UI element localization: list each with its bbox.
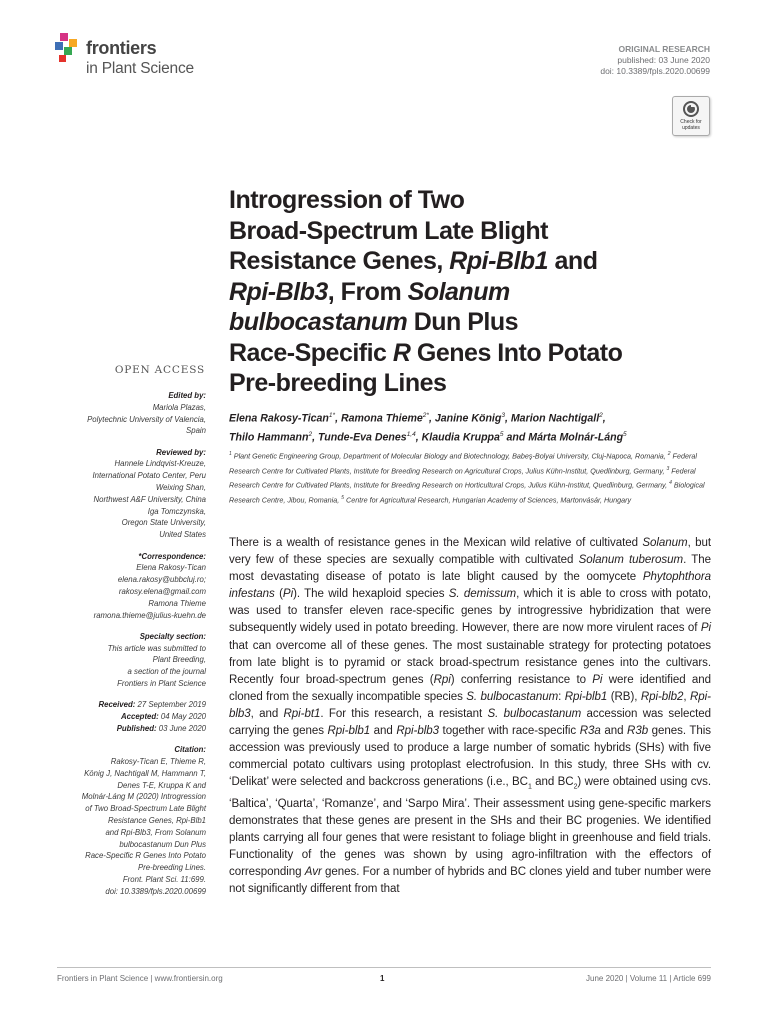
- author-name[interactable]: Elena Rakosy-Tican: [229, 412, 329, 425]
- abstract-segment: Rpi: [433, 673, 451, 686]
- author-affiliation-mark: 5: [623, 430, 627, 438]
- sidebar-line: Rakosy-Tican E, Thieme R,: [110, 757, 206, 767]
- sidebar-line: International Potato Center, Peru: [92, 471, 206, 481]
- author-affiliation-mark: 1*: [328, 412, 336, 419]
- author-name[interactable]: Klaudia Kruppa: [421, 431, 500, 444]
- sidebar-line: doi: 10.3389/fpls.2020.00699: [105, 886, 206, 896]
- abstract-text: [229, 535, 711, 898]
- abstract-segment: 1: [527, 783, 532, 791]
- sidebar-line: Iga Tomczynska,: [147, 506, 206, 516]
- article-doi[interactable]: doi: 10.3389/fpls.2020.00699: [600, 66, 710, 76]
- logo-square-2: [69, 39, 77, 47]
- frontiers-logo-icon: [55, 33, 83, 63]
- affiliation-number: 3: [666, 465, 670, 472]
- abstract-segment: that can overcome all of these genes. The most sustainable strategy for protecting potatoes from late blight is to pyramid or stack broad-spectrum resistance genes into the cultivars. Recently four broad-spectrum genes (: [229, 639, 711, 686]
- abstract-segment: R3a: [579, 725, 601, 738]
- citation-text: [40, 756, 206, 898]
- logo-square-3: [55, 42, 63, 50]
- sidebar-line: United States: [159, 530, 206, 540]
- sidebar-line: Race-Specific R Genes Into Potato: [85, 851, 206, 861]
- abstract-segment: ) conferring resistance to: [450, 673, 593, 686]
- affiliation-number: 4: [669, 480, 672, 487]
- affiliation-text: Plant Genetic Engineering Group, Department of Molecular Biology and Biotechnology, Babeş-Bolyai University, Cluj-Napoca, Romania,: [231, 451, 668, 461]
- abstract-segment: ,: [683, 690, 690, 703]
- author-name[interactable]: Thilo Hammann: [229, 431, 309, 444]
- edited-by-heading: Edited by:: [168, 391, 206, 400]
- sidebar-line[interactable]: Ramona Thieme: [148, 598, 206, 608]
- footer-divider: [57, 967, 711, 968]
- logo-square-4: [64, 47, 72, 55]
- abstract-segment: and BC: [531, 776, 574, 789]
- sidebar-line: Frontiers in Plant Science: [117, 679, 206, 689]
- abstract-segment: ) were obtained using cvs. ‘Baltica’, ‘Quarta’, ‘Romanze’, and ‘Sarpo Mira’. Their assessment using gene-specific markers demonstrates that these genes are present in the SHs and their BC progenies. We identified plants carrying all four genes that were resistant to foliage blight in greenhouse and field trials. Functionality of the genes was shown by using agro-infiltration with the effectors of corresponding: [229, 776, 712, 879]
- abstract-segment: S. bulbocastanum: [487, 707, 582, 720]
- affiliation-text: Centre for Agricultural Research, Hungarian Academy of Sciences, Martonvásár, Hungary: [344, 495, 632, 505]
- title-line: Resistance Genes, Rpi-Blb1 and: [229, 247, 598, 275]
- abstract-segment: Pi: [700, 622, 711, 635]
- author-affiliation-mark: 2: [308, 430, 313, 438]
- affiliations: [229, 448, 719, 506]
- journal-brand: frontiers: [86, 38, 157, 58]
- sidebar-line: and Rpi-Blb3, From Solanum: [105, 827, 206, 837]
- abstract-segment: Rpi-blb1: [564, 690, 608, 703]
- abstract-segment: Pi: [592, 673, 603, 686]
- sidebar-line[interactable]: rakosy.elena@gmail.com: [118, 586, 206, 596]
- author-affiliation-mark: 1,4: [406, 430, 416, 438]
- abstract-segment: , which it is able to cross with potato, was used to transfer eleven race-specific genes by introgressive hybridization that were subsequently widely used in potato breeding. However, there are now more virulent races of: [229, 588, 711, 635]
- abstract-segment: ). The wild hexaploid species: [293, 588, 449, 601]
- author-name[interactable]: Marion Nachtigall: [510, 412, 600, 425]
- author-affiliation-mark: 5: [499, 430, 504, 438]
- abstract-segment: (: [274, 588, 283, 601]
- sidebar-line: Weixing Shan,: [155, 483, 206, 493]
- sidebar-line: Hannele Lindqvist-Kreuze,: [114, 459, 206, 469]
- logo-square-1: [60, 33, 68, 41]
- abstract-segment: There is a wealth of resistance genes in the Mexican wild relative of cultivated: [229, 537, 643, 549]
- abstract-segment: Rpi-bt1: [283, 707, 321, 720]
- sidebar-line[interactable]: Elena Rakosy-Tican: [136, 563, 206, 573]
- abstract-segment: genes. For a number of hybrids and BC clones yield and tuber number were not significantly different from that: [229, 866, 712, 896]
- specialty-section-heading: Specialty section:: [139, 631, 206, 641]
- abstract-segment: Rpi-blb3: [229, 690, 711, 720]
- editor-list: [40, 402, 206, 437]
- title-line: Introgression of Two: [229, 186, 465, 214]
- sidebar-line[interactable]: elena.rakosy@ubbcluj.ro;: [117, 575, 206, 585]
- sidebar-line: of Two Broad-Spectrum Late Blight: [85, 804, 206, 814]
- sidebar-line: Denes T-E, Kruppa K and: [117, 780, 206, 790]
- check-for-updates-button[interactable]: [672, 96, 710, 136]
- sidebar-line: Pre-breeding Lines.: [137, 863, 206, 873]
- affiliation-text: Federal Research Centre for Cultivated Plants, Institute for Breeding Research on Agricultural Crops, Julius Kühn-Institut, Quedlinburg, Germany,: [229, 451, 697, 475]
- check-updates-label: Check for updates: [680, 119, 702, 131]
- title-line: Pre-breeding Lines: [229, 369, 447, 397]
- abstract-segment: and: [600, 725, 628, 738]
- citation-heading: Citation:: [174, 745, 206, 755]
- author-affiliation-mark: 2: [599, 412, 603, 419]
- abstract-segment: . For this research, a resistant: [320, 707, 488, 720]
- author-list: Elena Rakosy-Tican$^{1*}$, Ramona Thieme$^{2*}$, Janine König$^3$, Marion Nachtigall$^2$, Thilo Hammann$^2$, Tunde-Eva Denes$^{1,4}$, Klaudia Kruppa$^5$ and Márta Molnár-Láng$^5$: [229, 412, 627, 444]
- sidebar-line: Mariola Plazas,: [152, 402, 206, 412]
- published-date: published: 03 June 2020: [617, 55, 710, 65]
- sidebar-line: Polytechnic University of Valencia,: [87, 414, 206, 424]
- footer-issue-info: June 2020 | Volume 11 | Article 699: [586, 974, 711, 983]
- logo-square-5: [59, 55, 66, 62]
- affiliation-text: Federal Research Centre for Cultivated Plants, Institute for Breeding Research on Horticultural Crops, Julius Kühn-Institut, Quedlinburg, Germany,: [229, 465, 696, 490]
- sidebar-line: This article was submitted to: [107, 643, 206, 653]
- journal-name: in Plant Science: [86, 60, 194, 77]
- affiliation-text: Biological Research Centre, Jibou, Romania,: [229, 480, 705, 505]
- author-name[interactable]: Ramona Thieme: [340, 412, 423, 425]
- specialty-section-list: [40, 643, 206, 690]
- sidebar-line: Resistance Genes, Rpi-Blb1: [108, 816, 206, 825]
- page-number: 1: [380, 974, 385, 983]
- sidebar-line: Spain: [186, 426, 206, 436]
- author-affiliation-mark: 3: [501, 412, 505, 419]
- sidebar-line: Molnár-Láng M (2020) Introgression: [81, 792, 206, 802]
- published-date-sidebar: Published: 03 June 2020: [116, 723, 206, 733]
- abstract-segment: genes. This accession was previously used to produce a large number of somatic hybrids (SHs) with five commercial potato cultivars using protoplast electrofusion. In this study, three SHs with cv. ‘Delikat’ were selected and backcross generations (i.e., BC: [229, 725, 712, 789]
- abstract-segment: R3b: [627, 725, 649, 738]
- sidebar-line: bulbocastanum Dun Plus: [119, 839, 206, 849]
- sidebar-line: Oregon State University,: [121, 518, 206, 528]
- author-affiliation-mark: 2*: [422, 412, 429, 419]
- article-title: [229, 185, 699, 399]
- abstract-segment: Rpi-blb2: [640, 690, 684, 703]
- author-name[interactable]: Tunde-Eva Denes: [317, 431, 407, 444]
- sidebar-line: König J, Nachtigall M, Hammann T,: [84, 768, 206, 778]
- abstract-segment: , and: [250, 707, 284, 720]
- abstract-segment: together with race-specific: [438, 725, 580, 738]
- abstract-segment: 2: [573, 783, 578, 791]
- abstract-segment: S. bulbocastanum: [466, 690, 559, 703]
- abstract-segment: S. demissum: [448, 588, 517, 601]
- affiliation-number: 2: [667, 451, 671, 457]
- affiliation-number: 5: [341, 494, 345, 501]
- correspondence-list[interactable]: [40, 562, 206, 621]
- abstract-segment: Pi: [282, 588, 294, 601]
- abstract-segment: Solanum: [642, 537, 688, 549]
- title-line: bulbocastanum Dun Plus: [229, 308, 519, 336]
- check-updates-icon: [682, 100, 700, 118]
- author-name[interactable]: Márta Molnár-Láng: [528, 431, 624, 444]
- article-info-sidebar: [40, 390, 206, 898]
- affiliation-number: 1: [229, 451, 232, 457]
- sidebar-line: Plant Breeding,: [152, 655, 206, 665]
- reviewer-list: [40, 458, 206, 541]
- footer-journal-link[interactable]: Frontiers in Plant Science | www.frontiersin.org: [57, 974, 223, 983]
- received-date: Received: 27 September 2019: [98, 700, 206, 710]
- sidebar-line[interactable]: ramona.thieme@julius-kuehn.de: [93, 610, 206, 620]
- title-line: Broad-Spectrum Late Blight: [229, 216, 548, 245]
- abstract-segment: Rpi-blb3: [396, 725, 439, 738]
- abstract-segment: . The most devastating disease of potato is late blight caused by the oomycete: [229, 554, 711, 584]
- abstract-segment: :: [558, 690, 565, 703]
- accepted-date: Accepted: 04 May 2020: [121, 712, 206, 722]
- correspondence-heading: *Correspondence:: [138, 551, 206, 561]
- abstract-segment: Phytophthora infestans: [229, 571, 711, 601]
- abstract-segment: accession was selected carrying the genes: [229, 707, 711, 738]
- article-meta: [600, 44, 710, 77]
- sidebar-line: a section of the journal: [127, 667, 206, 677]
- abstract-segment: , but very few of these species are sexually compatible with cultivated: [229, 537, 712, 567]
- sidebar-line: Front. Plant Sci. 11:699.: [122, 874, 206, 884]
- open-access-label: OPEN ACCESS: [114, 364, 205, 376]
- abstract-segment: Solanum tuberosum: [578, 554, 684, 567]
- title-line: Rpi-Blb3, From Solanum: [229, 277, 510, 306]
- reviewed-by-heading: Reviewed by:: [156, 447, 206, 457]
- abstract-segment: Avr: [304, 866, 322, 879]
- title-line: Race-Specific R Genes Into Potato: [229, 338, 623, 367]
- abstract-segment: were identified and cloned from the sexually incompatible species: [229, 673, 712, 703]
- abstract-segment: and: [370, 725, 397, 738]
- sidebar-line: Northwest A&F University, China: [93, 494, 206, 504]
- author-name[interactable]: Janine König: [434, 412, 502, 425]
- abstract-segment: (RB),: [607, 690, 641, 703]
- article-type: ORIGINAL RESEARCH: [618, 44, 710, 54]
- abstract-segment: Rpi-blb1: [327, 725, 371, 738]
